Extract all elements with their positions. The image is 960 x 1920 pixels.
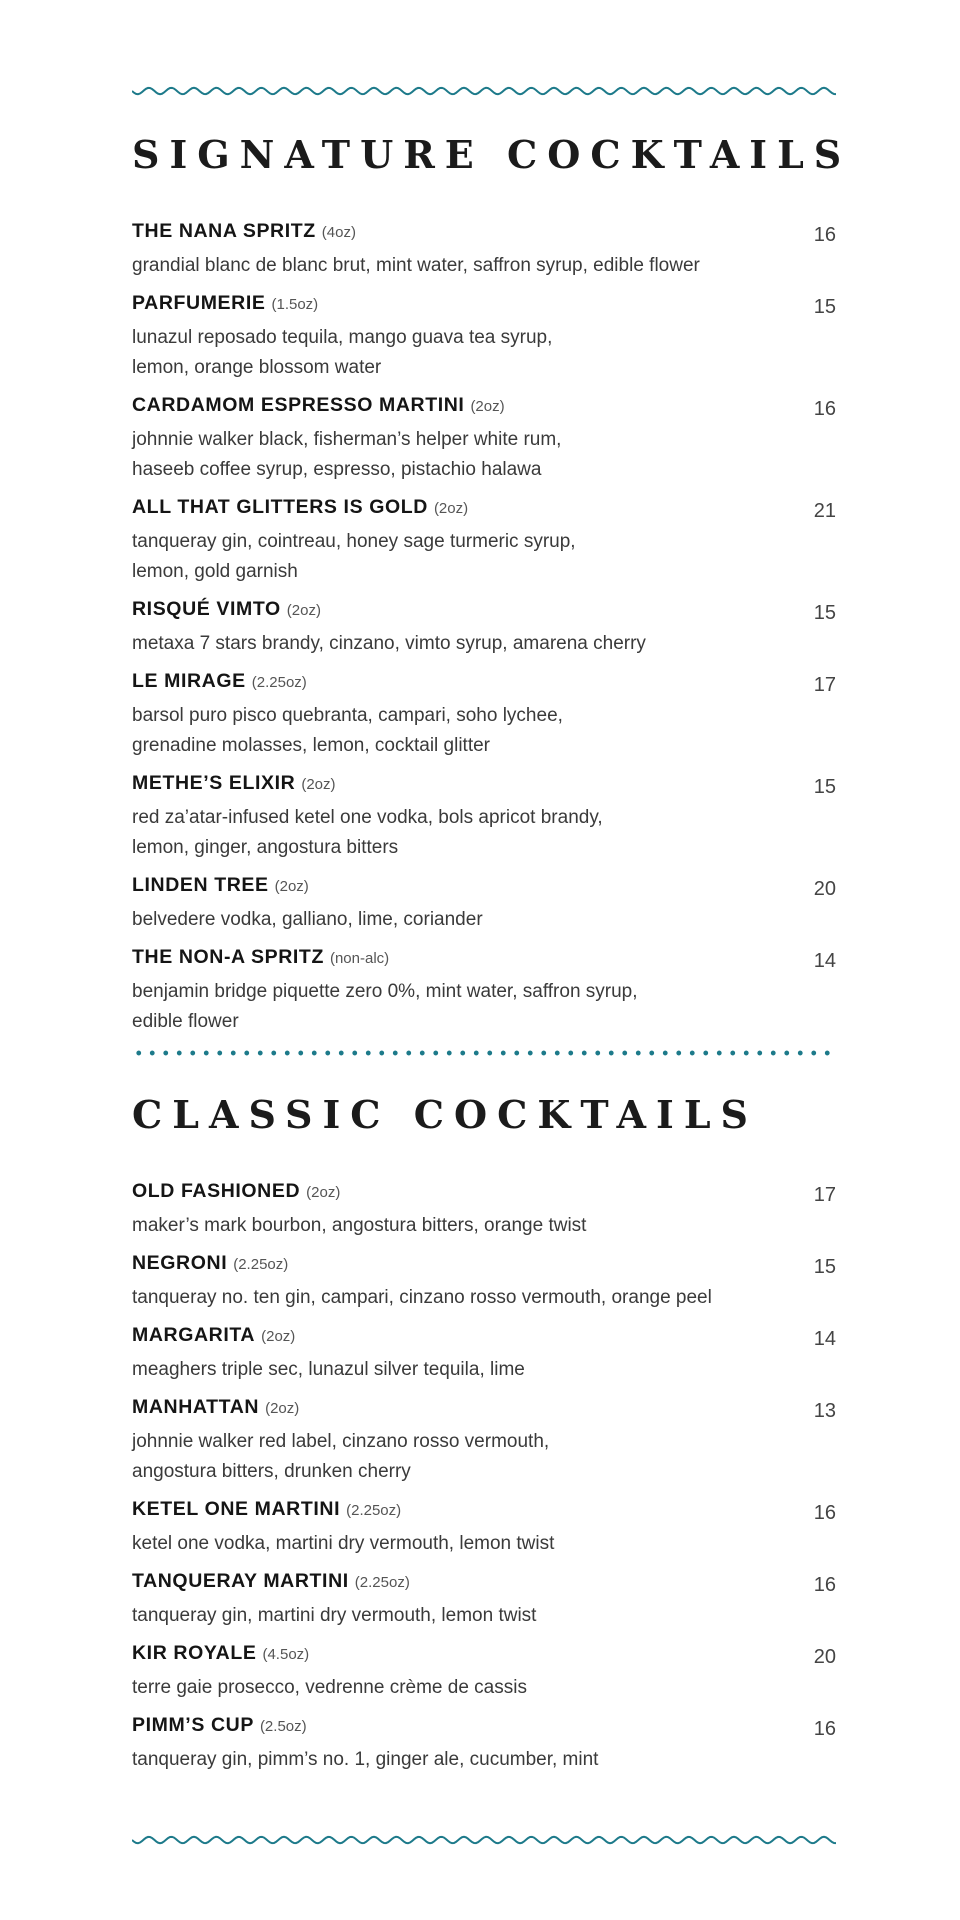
menu-item-header [132, 1714, 836, 1745]
menu-item-name: CARDAMOM ESPRESSO MARTINI [132, 394, 465, 416]
menu-item-name: KIR ROYALE [132, 1642, 257, 1664]
menu-item-description: terre gaie prosecco, vedrenne crème de cassis [132, 1677, 527, 1698]
menu-item-price: 15 [813, 1256, 836, 1278]
menu-item-size: (2oz) [286, 602, 321, 619]
menu-item-name: NEGRONI [132, 1252, 228, 1274]
menu-item [132, 1498, 836, 1559]
menu-item-name: MANHATTAN [132, 1396, 260, 1418]
menu-item-size: (2oz) [433, 500, 469, 517]
menu-item-price: 14 [813, 950, 836, 972]
menu-item-price: 15 [813, 602, 836, 624]
menu-item-description: maker’s mark bourbon, angostura bitters, orange twist [132, 1215, 587, 1236]
menu-item [132, 598, 836, 659]
menu-item [132, 1324, 836, 1385]
menu-item-description: tanqueray gin, pimm’s no. 1, ginger ale, cucumber, mint [132, 1749, 599, 1770]
menu-item-header [132, 292, 836, 323]
menu-item-header [132, 598, 836, 629]
menu-item-description: metaxa 7 stars brandy, cinzano, vimto syrup, amarena cherry [132, 633, 646, 654]
menu-item-size: (2.25oz) [354, 1574, 410, 1591]
menu-item-price: 16 [813, 1574, 836, 1596]
menu-item-description: barsol puro pisco quebranta, campari, soho lychee, grenadine molasses, lemon, cocktail glitter [132, 705, 563, 756]
menu-item [132, 772, 836, 863]
menu-item-size: (2oz) [470, 398, 505, 415]
menu-item-price: 17 [813, 1184, 836, 1206]
wave-divider-top [132, 84, 836, 98]
menu-item [132, 1396, 836, 1487]
menu-item-size: (2oz) [274, 878, 309, 895]
menu-item-description: johnnie walker red label, cinzano rosso vermouth, angostura bitters, drunken cherry [132, 1431, 550, 1482]
menu-item-name: MARGARITA [132, 1324, 256, 1346]
signature-cocktails-title: SIGNATURE COCKTAILS [132, 132, 852, 177]
menu-item-name: ALL THAT GLITTERS IS GOLD [132, 496, 428, 518]
menu-item [132, 496, 836, 587]
menu-item-name: TANQUERAY MARTINI [132, 1570, 349, 1592]
wave-divider-bottom [132, 1833, 836, 1847]
menu-item-description: belvedere vodka, galliano, lime, coriander [132, 909, 483, 930]
menu-item-description: ketel one vodka, martini dry vermouth, lemon twist [132, 1533, 555, 1554]
menu-item-description: tanqueray gin, cointreau, honey sage turmeric syrup, lemon, gold garnish [132, 531, 576, 582]
menu-item-name: RISQUÉ VIMTO [132, 598, 281, 620]
menu-item-name: THE NON-A SPRITZ [132, 946, 324, 968]
menu-item-size: (2oz) [301, 776, 336, 793]
menu-item [132, 220, 836, 281]
menu-item-header [132, 1252, 836, 1283]
menu-item-price: 17 [813, 674, 836, 696]
menu-item [132, 292, 836, 383]
menu-item [132, 874, 836, 935]
menu-item [132, 1180, 836, 1241]
menu-item-header [132, 670, 836, 701]
menu-item-size: (2.25oz) [251, 674, 307, 691]
menu-item-header [132, 394, 836, 425]
wave-line [132, 1837, 836, 1843]
menu-item-header [132, 1570, 836, 1601]
menu-item-header [132, 874, 836, 905]
menu-item-price: 15 [813, 296, 836, 318]
classic-cocktails-title: CLASSIC COCKTAILS [132, 1092, 758, 1137]
menu-item-header [132, 1498, 836, 1529]
menu-item-size: (non-alc) [329, 950, 390, 967]
menu-item-size: (2oz) [261, 1328, 296, 1345]
menu-item-size: (2oz) [306, 1184, 341, 1201]
wave-line [132, 88, 836, 94]
menu-item-name: PARFUMERIE [132, 292, 266, 314]
menu-item-price: 16 [813, 1502, 836, 1524]
menu-item-description: grandial blanc de blanc brut, mint water, saffron syrup, edible flower [132, 255, 700, 276]
menu-item-header [132, 1180, 836, 1211]
menu-item-header [132, 946, 836, 977]
menu-item [132, 1642, 836, 1703]
menu-item-price: 20 [813, 878, 836, 900]
menu-item-size: (2.5oz) [259, 1718, 307, 1735]
menu-item-description: tanqueray gin, martini dry vermouth, lemon twist [132, 1605, 537, 1626]
menu-item-price: 15 [813, 776, 836, 798]
menu-item-header [132, 772, 836, 803]
menu-item-description: meaghers triple sec, lunazul silver tequila, lime [132, 1359, 525, 1380]
menu-item-name: THE NANA SPRITZ [132, 220, 316, 242]
menu-item-header [132, 220, 836, 251]
menu-item-size: (4oz) [321, 224, 356, 241]
menu-item-price: 16 [813, 1718, 836, 1740]
menu-item-size: (2.25oz) [346, 1502, 402, 1519]
menu-item-description: lunazul reposado tequila, mango guava tea syrup, lemon, orange blossom water [132, 327, 553, 378]
menu-item-header [132, 496, 836, 527]
menu-item-size: (2.25oz) [233, 1256, 289, 1273]
menu-item [132, 1714, 836, 1775]
menu-item-name: METHE’S ELIXIR [132, 772, 296, 794]
menu-item-price: 20 [813, 1646, 836, 1668]
menu-item [132, 670, 836, 761]
menu-item-size: (4.5oz) [262, 1646, 310, 1663]
menu-item-name: OLD FASHIONED [132, 1180, 301, 1202]
menu-item-price: 16 [813, 398, 836, 420]
menu-item-price: 13 [813, 1400, 836, 1422]
menu-item-description: johnnie walker black, fisherman’s helper white rum, haseeb coffee syrup, espresso, pistachio halawa [132, 429, 562, 480]
menu-item-name: PIMM’S CUP [132, 1714, 254, 1736]
menu-item-description: red za’atar-infused ketel one vodka, bols apricot brandy, lemon, ginger, angostura bitters [132, 807, 603, 858]
menu-item [132, 1252, 836, 1313]
menu-item [132, 394, 836, 485]
dotted-divider [132, 1048, 836, 1058]
menu-item-description: tanqueray no. ten gin, campari, cinzano rosso vermouth, orange peel [132, 1287, 712, 1308]
menu-item-price: 14 [813, 1328, 836, 1350]
signature-cocktails-list [132, 220, 836, 1048]
menu-item-price: 21 [813, 500, 836, 522]
menu-item [132, 946, 836, 1037]
menu-item-size: (1.5oz) [271, 296, 319, 313]
menu-item-header [132, 1324, 836, 1355]
menu-item [132, 1570, 836, 1631]
menu-item-size: (2oz) [265, 1400, 300, 1417]
menu-item-name: LINDEN TREE [132, 874, 269, 896]
menu-item-name: KETEL ONE MARTINI [132, 1498, 341, 1520]
menu-item-name: LE MIRAGE [132, 670, 246, 692]
classic-cocktails-list [132, 1180, 836, 1786]
menu-item-description: benjamin bridge piquette zero 0%, mint water, saffron syrup, edible flower [132, 981, 638, 1032]
menu-item-header [132, 1396, 836, 1427]
menu-item-price: 16 [813, 224, 836, 246]
menu-item-header [132, 1642, 836, 1673]
